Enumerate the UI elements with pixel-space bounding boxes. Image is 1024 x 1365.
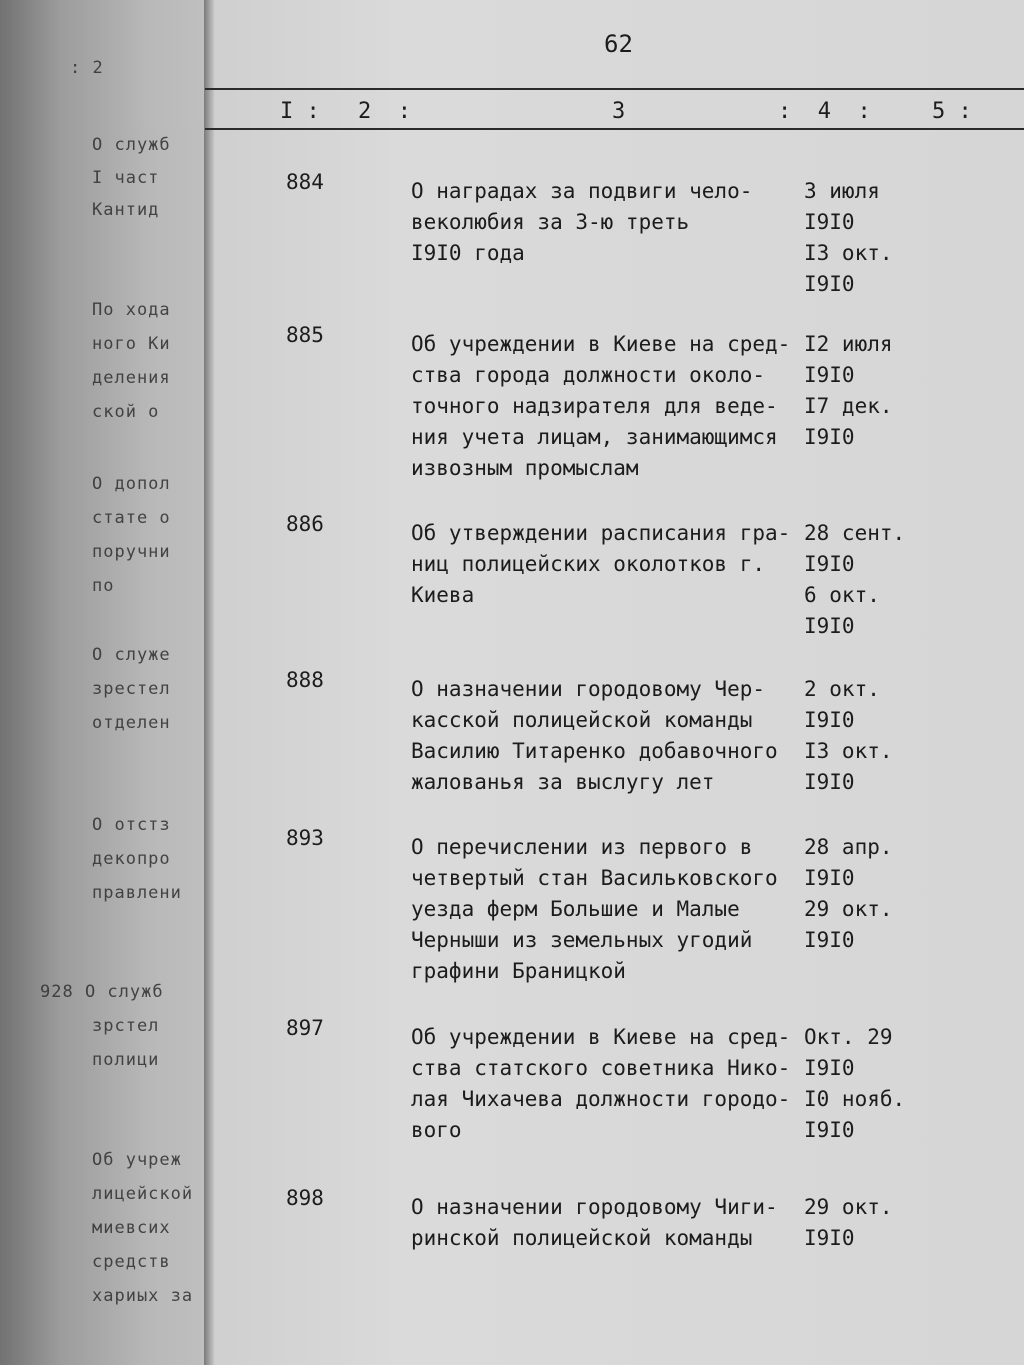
date-line: 29 окт. bbox=[804, 897, 893, 921]
entry-description bbox=[411, 329, 796, 484]
description-line: Об учреждении в Киеве на сред- bbox=[411, 1025, 791, 1049]
description-line: I9I0 года bbox=[411, 241, 525, 265]
entry-number: 885 bbox=[286, 323, 324, 347]
entry-description bbox=[411, 1022, 796, 1146]
description-line: касской полицейской команды bbox=[411, 708, 753, 732]
date-line: I0 нояб. bbox=[804, 1087, 906, 1111]
description-line: Киева bbox=[411, 583, 475, 607]
description-line: графини Браницкой bbox=[411, 959, 626, 983]
left-fragment: по bbox=[92, 576, 115, 596]
left-fragment: Кантид bbox=[92, 200, 160, 220]
date-line: I9I0 bbox=[804, 708, 855, 732]
date-line: 6 окт. bbox=[804, 583, 880, 607]
date-line: I9I0 bbox=[804, 210, 855, 234]
description-line: О перечислении из первого в bbox=[411, 835, 753, 859]
left-fragment: отделен bbox=[92, 713, 171, 733]
left-fragment: Об учреж bbox=[92, 1150, 182, 1170]
date-line: I9I0 bbox=[804, 928, 855, 952]
date-line: 28 апр. bbox=[804, 835, 893, 859]
column-header-2: 2 : bbox=[358, 99, 411, 124]
description-line: Черныши из земельных угодий bbox=[411, 928, 753, 952]
left-fragment: полици bbox=[92, 1050, 160, 1070]
date-line: I9I0 bbox=[804, 1118, 855, 1142]
description-line: ринской полицейской команды bbox=[411, 1226, 753, 1250]
left-fragment: По хода bbox=[92, 300, 171, 320]
left-fragment: О служе bbox=[92, 645, 171, 665]
entry-number: 884 bbox=[286, 170, 324, 194]
left-fragment: О допол bbox=[92, 474, 171, 494]
left-fragment: О служб bbox=[92, 135, 171, 155]
description-line: уезда ферм Большие и Малые bbox=[411, 897, 740, 921]
left-fragment: зрестел bbox=[92, 679, 171, 699]
column-header-4: : 4 : bbox=[778, 99, 871, 124]
description-line: веколюбия за 3-ю треть bbox=[411, 210, 690, 234]
description-line: лая Чихачева должности городо- bbox=[411, 1087, 791, 1111]
date-line: Окт. 29 bbox=[804, 1025, 893, 1049]
entry-dates bbox=[804, 518, 905, 642]
date-line: 3 июля bbox=[804, 179, 880, 203]
left-fragment: лицейской bbox=[92, 1184, 194, 1204]
left-fragment: средств bbox=[92, 1252, 171, 1272]
entry-number: 893 bbox=[286, 826, 324, 850]
description-line: ства статского советника Нико- bbox=[411, 1056, 791, 1080]
date-line: I9I0 bbox=[804, 1226, 855, 1250]
header-bottom-rule bbox=[205, 128, 1024, 130]
description-line: ниц полицейских околотков г. bbox=[411, 552, 766, 576]
entry-dates bbox=[804, 832, 893, 956]
entry-dates bbox=[804, 674, 893, 798]
page-fold bbox=[204, 0, 214, 1365]
description-line: четвертый стан Васильковского bbox=[411, 866, 778, 890]
entry-dates bbox=[804, 1022, 905, 1146]
entry-number: 898 bbox=[286, 1186, 324, 1210]
date-line: I3 окт. bbox=[804, 241, 893, 265]
column-header-3: 3 bbox=[612, 99, 626, 124]
description-line: О наградах за подвиги чело- bbox=[411, 179, 753, 203]
entry-description bbox=[411, 1192, 796, 1254]
left-fragment: О отстз bbox=[92, 815, 171, 835]
header-top-rule bbox=[205, 88, 1024, 90]
date-line: I9I0 bbox=[804, 363, 855, 387]
description-line: извозным промыслам bbox=[411, 456, 639, 480]
date-line: 29 окт. bbox=[804, 1195, 893, 1219]
date-line: I9I0 bbox=[804, 1056, 855, 1080]
date-line: I3 окт. bbox=[804, 739, 893, 763]
date-line: I7 дек. bbox=[804, 394, 893, 418]
column-header-5: 5 : bbox=[932, 99, 972, 124]
left-fragment: стате о bbox=[92, 508, 171, 528]
date-line: I9I0 bbox=[804, 866, 855, 890]
description-line: О назначении городовому Чер- bbox=[411, 677, 766, 701]
entry-number: 897 bbox=[286, 1016, 324, 1040]
left-fragment: зрстел bbox=[92, 1016, 160, 1036]
entry-description bbox=[411, 674, 796, 798]
description-line: Об учреждении в Киеве на сред- bbox=[411, 332, 791, 356]
left-fragment: правлени bbox=[92, 883, 182, 903]
description-line: Василию Титаренко добавочного bbox=[411, 739, 778, 763]
page-number: 62 bbox=[604, 30, 633, 58]
entry-number: 888 bbox=[286, 668, 324, 692]
description-line: Об утверждении расписания гра- bbox=[411, 521, 791, 545]
left-fragment: : 2 bbox=[70, 58, 104, 78]
entry-description bbox=[411, 832, 796, 987]
left-fragment: ного Ки bbox=[92, 334, 171, 354]
date-line: I9I0 bbox=[804, 552, 855, 576]
entry-description bbox=[411, 176, 796, 269]
description-line: вого bbox=[411, 1118, 462, 1142]
date-line: I9I0 bbox=[804, 614, 855, 638]
description-line: ния учета лицам, занимающимся bbox=[411, 425, 778, 449]
description-line: ства города должности около- bbox=[411, 363, 766, 387]
left-fragment: поручни bbox=[92, 542, 171, 562]
left-fragment: деления bbox=[92, 368, 171, 388]
date-line: I9I0 bbox=[804, 425, 855, 449]
column-header-1: I : bbox=[280, 99, 320, 124]
entry-number: 886 bbox=[286, 512, 324, 536]
description-line: О назначении городовому Чиги- bbox=[411, 1195, 778, 1219]
entry-dates bbox=[804, 329, 893, 453]
entry-dates bbox=[804, 176, 893, 300]
date-line: I9I0 bbox=[804, 272, 855, 296]
left-fragment: I част bbox=[92, 168, 160, 188]
left-fragment: ской о bbox=[92, 402, 160, 422]
description-line: точного надзирателя для веде- bbox=[411, 394, 778, 418]
date-line: I2 июля bbox=[804, 332, 893, 356]
left-fragment: декопро bbox=[92, 849, 171, 869]
date-line: I9I0 bbox=[804, 770, 855, 794]
left-fragment: миевсих bbox=[92, 1218, 171, 1238]
entry-description bbox=[411, 518, 796, 611]
left-fragment: 928 О служб bbox=[40, 982, 164, 1002]
left-fragment: хариых за bbox=[92, 1286, 194, 1306]
date-line: 2 окт. bbox=[804, 677, 880, 701]
entry-dates bbox=[804, 1192, 893, 1254]
date-line: 28 сент. bbox=[804, 521, 906, 545]
previous-page-fragment bbox=[0, 0, 205, 1365]
description-line: жалованья за выслугу лет bbox=[411, 770, 715, 794]
